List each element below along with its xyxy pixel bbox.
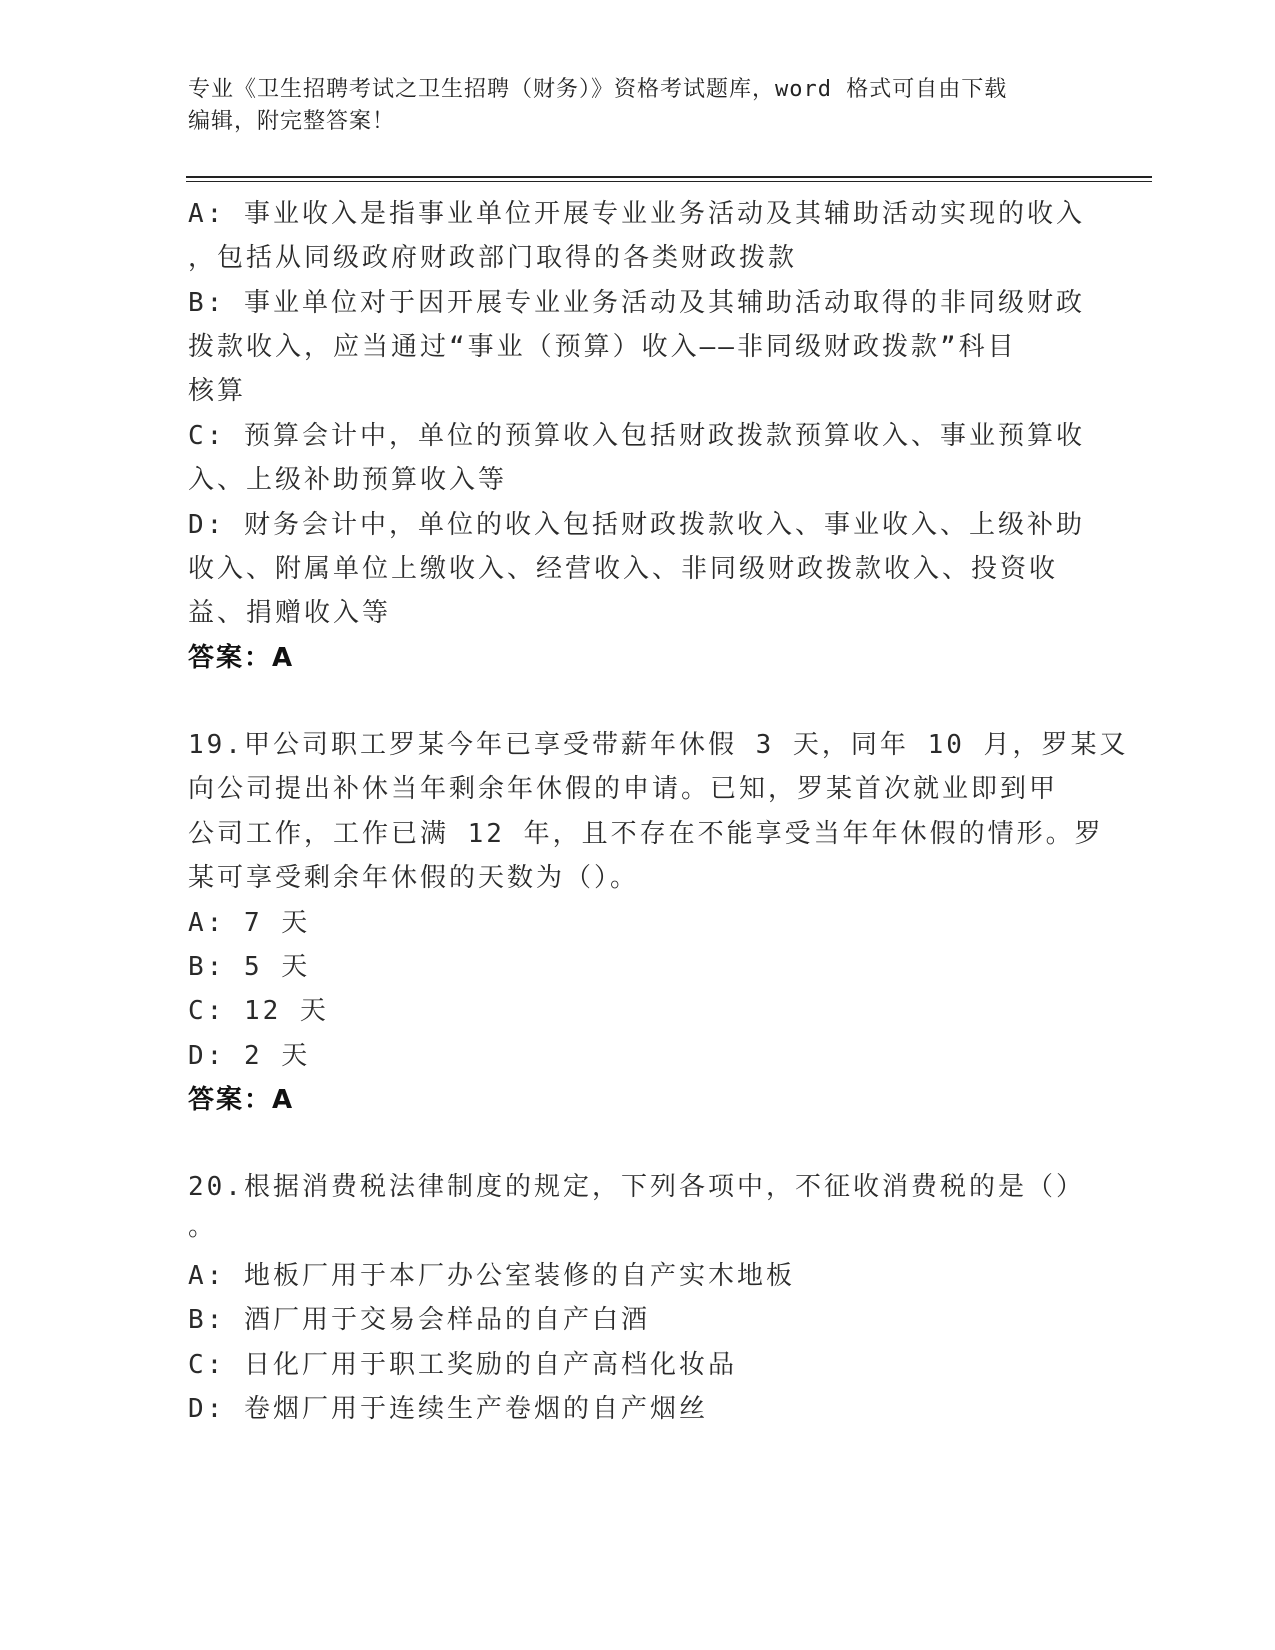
q18-option-d-line-1: D: 财务会计中，单位的收入包括财政拨款收入、事业收入、上级补助 <box>188 510 1085 540</box>
q20-stem-line-2: 。 <box>188 1212 218 1242</box>
q18-option-b-line-3: 核算 <box>188 376 247 406</box>
q19-stem-line-2: 向公司提出补休当年剩余年休假的申请。已知，罗某首次就业即到甲 <box>188 774 1059 804</box>
document-header <box>188 74 1088 138</box>
header-divider-thin <box>186 181 1152 182</box>
q18-option-a-line-2: ，包括从同级政府财政部门取得的各类财政拨款 <box>188 243 798 273</box>
q18-answer: 答案：A <box>188 643 295 673</box>
q19-stem-line-3: 公司工作，工作已满 12 年，且不存在不能享受当年年休假的情形。罗 <box>188 819 1104 849</box>
q18-option-b-line-2: 拨款收入，应当通过“事业（预算）收入——非同级财政拨款”科目 <box>188 332 1017 362</box>
q20-option-d: D: 卷烟厂用于连续生产卷烟的自产烟丝 <box>188 1394 708 1424</box>
q19-option-a: A: 7 天 <box>188 908 311 938</box>
q19-stem-line-1: 19.甲公司职工罗某今年已享受带薪年休假 3 天，同年 10 月，罗某又 <box>188 730 1129 760</box>
q18-option-c-line-1: C: 预算会计中，单位的预算收入包括财政拨款预算收入、事业预算收 <box>188 421 1085 451</box>
q19-option-c: C: 12 天 <box>188 996 329 1026</box>
q19-stem-line-4: 某可享受剩余年休假的天数为（）。 <box>188 863 640 893</box>
q19-option-b: B: 5 天 <box>188 952 311 982</box>
header-line-2: 编辑，附完整答案！ <box>188 109 396 134</box>
q18-option-d-line-2: 收入、附属单位上缴收入、经营收入、非同级财政拨款收入、投资收 <box>188 554 1059 584</box>
q20-stem-line-1: 20.根据消费税法律制度的规定，下列各项中，不征收消费税的是（） <box>188 1172 1085 1202</box>
q20-option-b: B: 酒厂用于交易会样品的自产白酒 <box>188 1305 650 1335</box>
q18-option-a-line-1: A: 事业收入是指事业单位开展专业业务活动及其辅助活动实现的收入 <box>188 199 1085 229</box>
q18-option-c-line-2: 入、上级补助预算收入等 <box>188 465 508 495</box>
q18-option-d-line-3: 益、捐赠收入等 <box>188 598 392 628</box>
q20-option-a: A: 地板厂用于本厂办公室装修的自产实木地板 <box>188 1261 795 1291</box>
q19-answer: 答案：A <box>188 1085 295 1115</box>
header-line-1: 专业《卫生招聘考试之卫生招聘（财务）》资格考试题库，word 格式可自由下载 <box>188 77 1008 102</box>
q19-option-d: D: 2 天 <box>188 1041 311 1071</box>
header-divider-thick <box>186 176 1152 178</box>
q18-option-b-line-1: B: 事业单位对于因开展专业业务活动及其辅助活动取得的非同级财政 <box>188 288 1085 318</box>
q20-option-c: C: 日化厂用于职工奖励的自产高档化妆品 <box>188 1350 737 1380</box>
